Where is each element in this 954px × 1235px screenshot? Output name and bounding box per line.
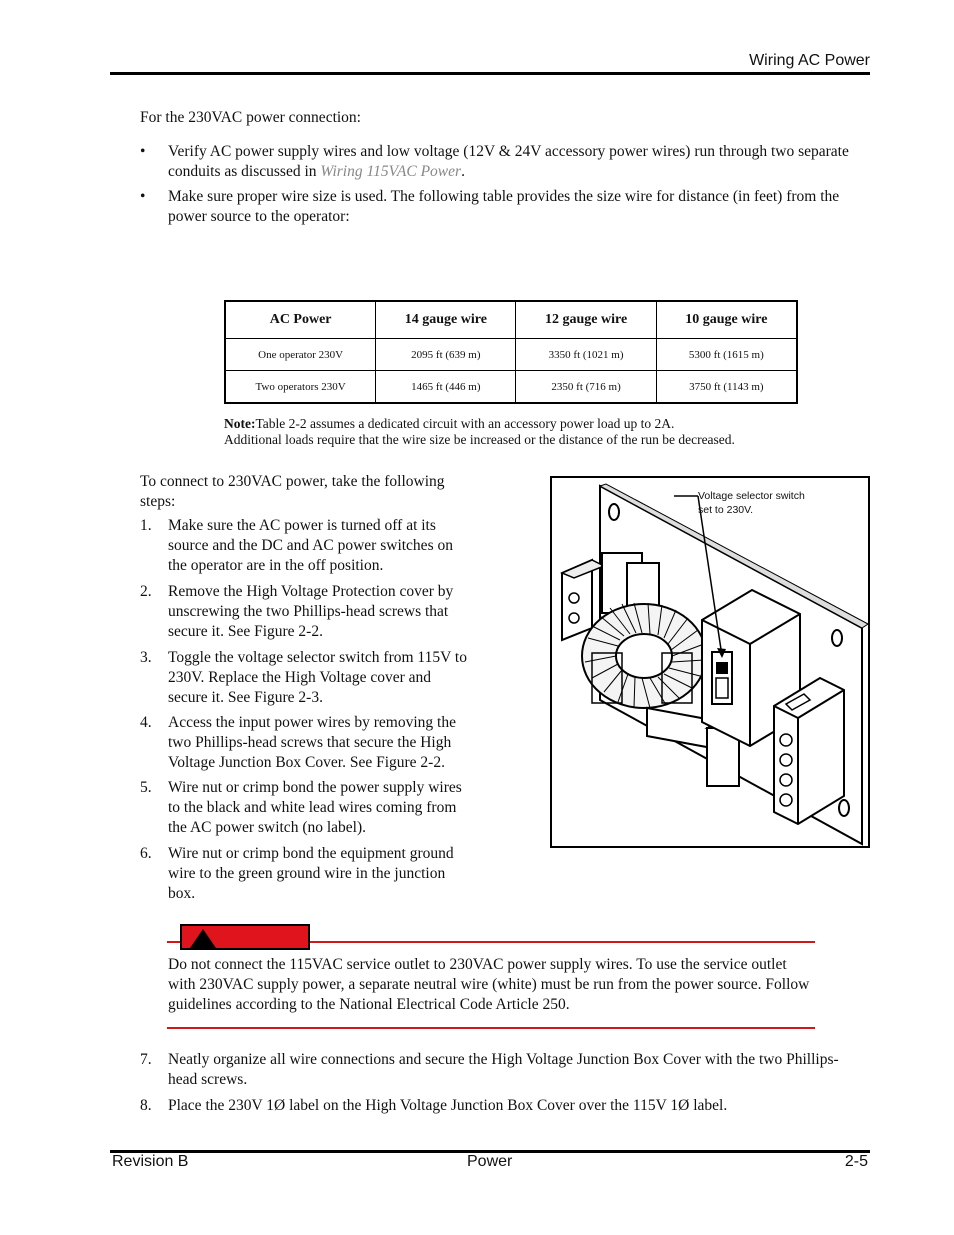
- table-header: 14 gauge wire: [376, 301, 516, 339]
- table-header-row: [225, 301, 797, 339]
- step-number: 8.: [140, 1097, 152, 1114]
- steps-intro: To connect to 230VAC power, take the following steps:: [140, 473, 445, 510]
- step-number: 5.: [140, 779, 152, 796]
- step-number: 1.: [140, 517, 152, 534]
- table-note: [224, 416, 824, 448]
- note-line-2: Additional loads require that the wire size be increased or the distance of the run be decreased.: [224, 432, 735, 447]
- table-header: AC Power: [225, 301, 376, 339]
- note-line-1: Table 2-2 assumes a dedicated circuit with an accessory power load up to 2A.: [255, 416, 675, 431]
- step-text: Remove the High Voltage Protection cover by unscrewing the two Phillips-head screws that secure it. See Figure 2-2.: [168, 583, 454, 640]
- figure-callout: [698, 489, 805, 517]
- intro-text: For the 230VAC power connection:: [140, 109, 361, 126]
- bullet-text-part: .: [461, 163, 465, 180]
- footer-chapter: Power: [467, 1153, 513, 1170]
- step-number: 7.: [140, 1051, 152, 1068]
- section-title: Wiring AC Power: [749, 52, 870, 69]
- table-header: 10 gauge wire: [656, 301, 797, 339]
- step-text: Place the 230V 1Ø label on the High Voltage Junction Box Cover over the 115V 1Ø label.: [168, 1097, 728, 1114]
- table-cell: 2095 ft (639 m): [376, 339, 516, 371]
- bullet-mark: •: [140, 188, 146, 205]
- warning-text: Do not connect the 115VAC service outlet to 230VAC power supply wires. To use the service outlet with 230VAC supply power, a separate neutral wire (white) must be run from the power source. Follow guidelines according to the National Electrical Code Article 250.: [168, 956, 810, 1013]
- bullet-mark: •: [140, 143, 146, 160]
- callout-line-1: Voltage selector switch: [698, 490, 805, 502]
- table-row: [225, 339, 797, 371]
- wiring-115vac-link[interactable]: Wiring 115VAC Power: [320, 163, 462, 180]
- footer-revision: Revision B: [112, 1153, 189, 1170]
- warning-triangle-icon: [188, 927, 218, 949]
- table-cell: One operator 230V: [225, 339, 376, 371]
- table-cell: 2350 ft (716 m): [516, 371, 656, 404]
- table-cell: 3750 ft (1143 m): [656, 371, 797, 404]
- step-number: 6.: [140, 845, 152, 862]
- table-cell: 3350 ft (1021 m): [516, 339, 656, 371]
- note-label: Note:: [224, 416, 256, 431]
- step-text: Toggle the voltage selector switch from 115V to 230V. Replace the High Voltage cover and secure it. See Figure 2-3.: [168, 649, 467, 706]
- warning-bottom-rule: [167, 1027, 815, 1029]
- step-number: 4.: [140, 714, 152, 731]
- callout-line-2: set to 230V.: [698, 504, 754, 516]
- bullet-text: [168, 142, 870, 182]
- voltage-selector-figure: [550, 476, 870, 848]
- table-row: [225, 371, 797, 404]
- table-cell: 1465 ft (446 m): [376, 371, 516, 404]
- step-text: Wire nut or crimp bond the equipment ground wire to the green ground wire in the junction box.: [168, 845, 454, 902]
- wire-size-table: [224, 300, 798, 404]
- page-number: 2-5: [844, 1153, 868, 1170]
- warning-badge: [180, 924, 310, 950]
- bullet-text-part: Verify AC power supply wires and low voltage (12V & 24V accessory power wires) run through two separate conduits as discussed in: [168, 143, 849, 180]
- circuit-board-illustration: [552, 478, 868, 846]
- step-text: Make sure the AC power is turned off at its source and the DC and AC power switches on the operator are in the off position.: [168, 517, 453, 574]
- bullet-text: Make sure proper wire size is used. The following table provides the size wire for distance (in feet) from the power source to the operator:: [168, 188, 840, 225]
- header-rule: [110, 72, 870, 75]
- table-cell: Two operators 230V: [225, 371, 376, 404]
- step-text: Wire nut or crimp bond the power supply wires to the black and white lead wires coming from the AC power switch (no label).: [168, 779, 462, 836]
- step-text: Access the input power wires by removing the two Phillips-head screws that secure the High Voltage Junction Box Cover. See Figure 2-2.: [168, 714, 456, 771]
- step-number: 2.: [140, 583, 152, 600]
- table-cell: 5300 ft (1615 m): [656, 339, 797, 371]
- step-text: Neatly organize all wire connections and secure the High Voltage Junction Box Cover with the two Phillips-head screws.: [168, 1051, 839, 1088]
- step-number: 3.: [140, 649, 152, 666]
- table-header: 12 gauge wire: [516, 301, 656, 339]
